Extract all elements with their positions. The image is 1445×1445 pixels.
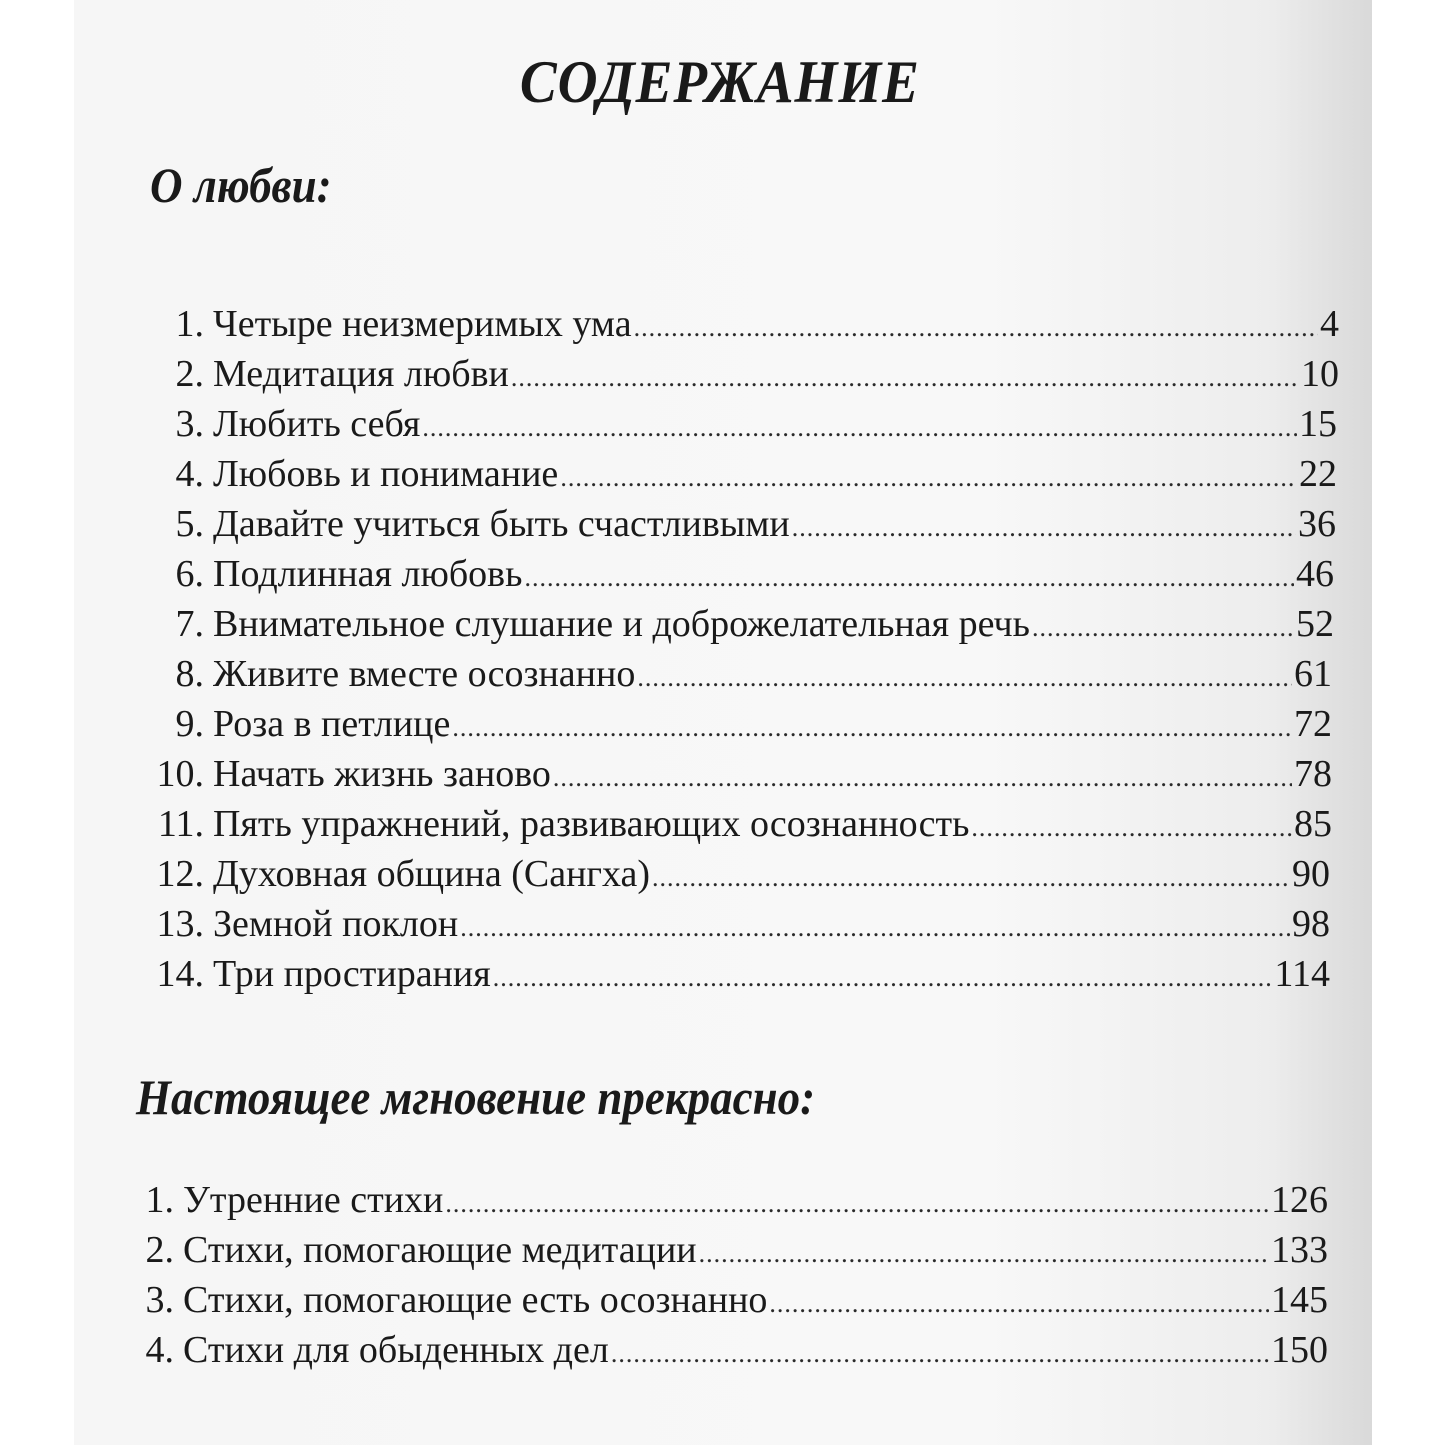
toc-entry-page: 4 <box>1320 303 1339 345</box>
dot-leader <box>524 563 1294 593</box>
toc-entry[interactable] <box>144 902 1330 952</box>
toc-entry-page: 52 <box>1296 603 1334 645</box>
toc-entry[interactable] <box>144 502 1336 552</box>
toc-entry-number: 4. <box>145 1329 174 1371</box>
dot-leader <box>1032 613 1294 643</box>
toc-entry-number: 12. <box>156 853 204 895</box>
toc-entry[interactable] <box>144 302 1339 352</box>
dot-leader <box>422 413 1297 443</box>
toc-entry-page: 150 <box>1271 1329 1328 1371</box>
toc-entry-number: 2. <box>175 353 204 395</box>
section-heading-present-moment: Настоящее мгновение прекрасно: <box>136 1069 816 1125</box>
dot-leader <box>460 913 1290 943</box>
section-heading-love: О любви: <box>150 157 332 213</box>
toc-entry-label: Стихи, помогающие есть осознанно <box>183 1279 768 1321</box>
dot-leader <box>792 513 1296 543</box>
dot-leader <box>611 1339 1269 1369</box>
toc-entry[interactable] <box>136 1328 1328 1378</box>
toc-entry-number: 1. <box>175 303 204 345</box>
toc-entry-label: Любить себя <box>213 403 421 445</box>
toc-entry-label: Духовная община (Сангха) <box>213 853 651 895</box>
toc-entry[interactable] <box>144 852 1330 902</box>
toc-entry[interactable] <box>144 652 1332 702</box>
dot-leader <box>511 363 1299 393</box>
toc-entry-page: 126 <box>1271 1179 1328 1221</box>
toc-entry-number: 1. <box>145 1179 174 1221</box>
toc-entry-number: 4. <box>175 453 204 495</box>
dot-leader <box>637 663 1292 693</box>
toc-entry-page: 78 <box>1294 753 1332 795</box>
toc-entry[interactable] <box>144 702 1332 752</box>
toc-entry-label: Стихи, помогающие медитации <box>183 1229 697 1271</box>
toc-entry-page: 145 <box>1271 1279 1328 1321</box>
page-title: СОДЕРЖАНИЕ <box>519 49 920 115</box>
dot-leader <box>553 763 1292 793</box>
toc-entry-page: 72 <box>1294 703 1332 745</box>
toc-entry[interactable] <box>144 752 1332 802</box>
toc-entry[interactable] <box>144 952 1330 1002</box>
toc-entry-label: Подлинная любовь <box>213 553 523 595</box>
toc-entry-page: 15 <box>1299 403 1337 445</box>
dot-leader <box>452 713 1292 743</box>
dot-leader <box>971 813 1292 843</box>
toc-entry-number: 13. <box>156 903 204 945</box>
toc-entry-page: 10 <box>1301 353 1339 395</box>
dot-leader <box>652 863 1290 893</box>
toc-entry-label: Медитация любви <box>213 353 509 395</box>
toc-entry-label: Четыре неизмеримых ума <box>213 303 632 345</box>
toc-entry[interactable] <box>144 552 1334 602</box>
toc-entry[interactable] <box>144 352 1339 402</box>
toc-entry-label: Начать жизнь заново <box>213 753 551 795</box>
toc-entry-number: 14. <box>156 953 204 995</box>
toc-entry-page: 98 <box>1292 903 1330 945</box>
toc-entry-page: 90 <box>1292 853 1330 895</box>
toc-entry-number: 11. <box>157 803 204 845</box>
toc-entry-label: Давайте учиться быть счастливыми <box>213 503 790 545</box>
toc-entry-label: Утренние стихи <box>183 1179 444 1221</box>
toc-entry-label: Внимательное слушание и доброжелательная речь <box>213 603 1030 645</box>
toc-entry-number: 10. <box>156 753 204 795</box>
toc-entry[interactable] <box>144 802 1332 852</box>
toc-entry-label: Три простирания <box>213 953 491 995</box>
toc-entry-page: 61 <box>1294 653 1332 695</box>
toc-entry-number: 3. <box>175 403 204 445</box>
dot-leader <box>445 1189 1269 1219</box>
dot-leader <box>560 463 1297 493</box>
toc-entry-number: 9. <box>175 703 204 745</box>
toc-entry[interactable] <box>144 402 1337 452</box>
toc-entry[interactable] <box>136 1228 1328 1278</box>
toc-entry-label: Пять упражнений, развивающих осознанность <box>213 803 970 845</box>
toc-entry-number: 2. <box>145 1229 174 1271</box>
dot-leader <box>769 1289 1269 1319</box>
toc-entry-label: Любовь и понимание <box>213 453 559 495</box>
toc-entry-label: Стихи для обыденных дел <box>183 1329 609 1371</box>
toc-entry-page: 114 <box>1274 953 1330 995</box>
dot-leader <box>493 963 1273 993</box>
toc-entry-label: Земной поклон <box>213 903 459 945</box>
toc-entry-page: 22 <box>1299 453 1337 495</box>
toc-entry-page: 46 <box>1296 553 1334 595</box>
toc-entry-number: 3. <box>145 1279 174 1321</box>
toc-entry[interactable] <box>144 452 1337 502</box>
toc-entry-number: 8. <box>175 653 204 695</box>
dot-leader <box>699 1239 1269 1269</box>
toc-entry-number: 5. <box>175 503 204 545</box>
toc-entry-label: Живите вместе осознанно <box>213 653 636 695</box>
dot-leader <box>634 313 1318 343</box>
book-page <box>74 0 1372 1445</box>
toc-entry[interactable] <box>136 1278 1328 1328</box>
toc-entry-page: 133 <box>1271 1229 1328 1271</box>
toc-entry[interactable] <box>136 1178 1328 1228</box>
toc-entry-number: 6. <box>175 553 204 595</box>
toc-entry-label: Роза в петлице <box>213 703 451 745</box>
toc-entry[interactable] <box>144 602 1334 652</box>
toc-entry-number: 7. <box>175 603 204 645</box>
toc-entry-page: 36 <box>1298 503 1336 545</box>
toc-entry-page: 85 <box>1294 803 1332 845</box>
